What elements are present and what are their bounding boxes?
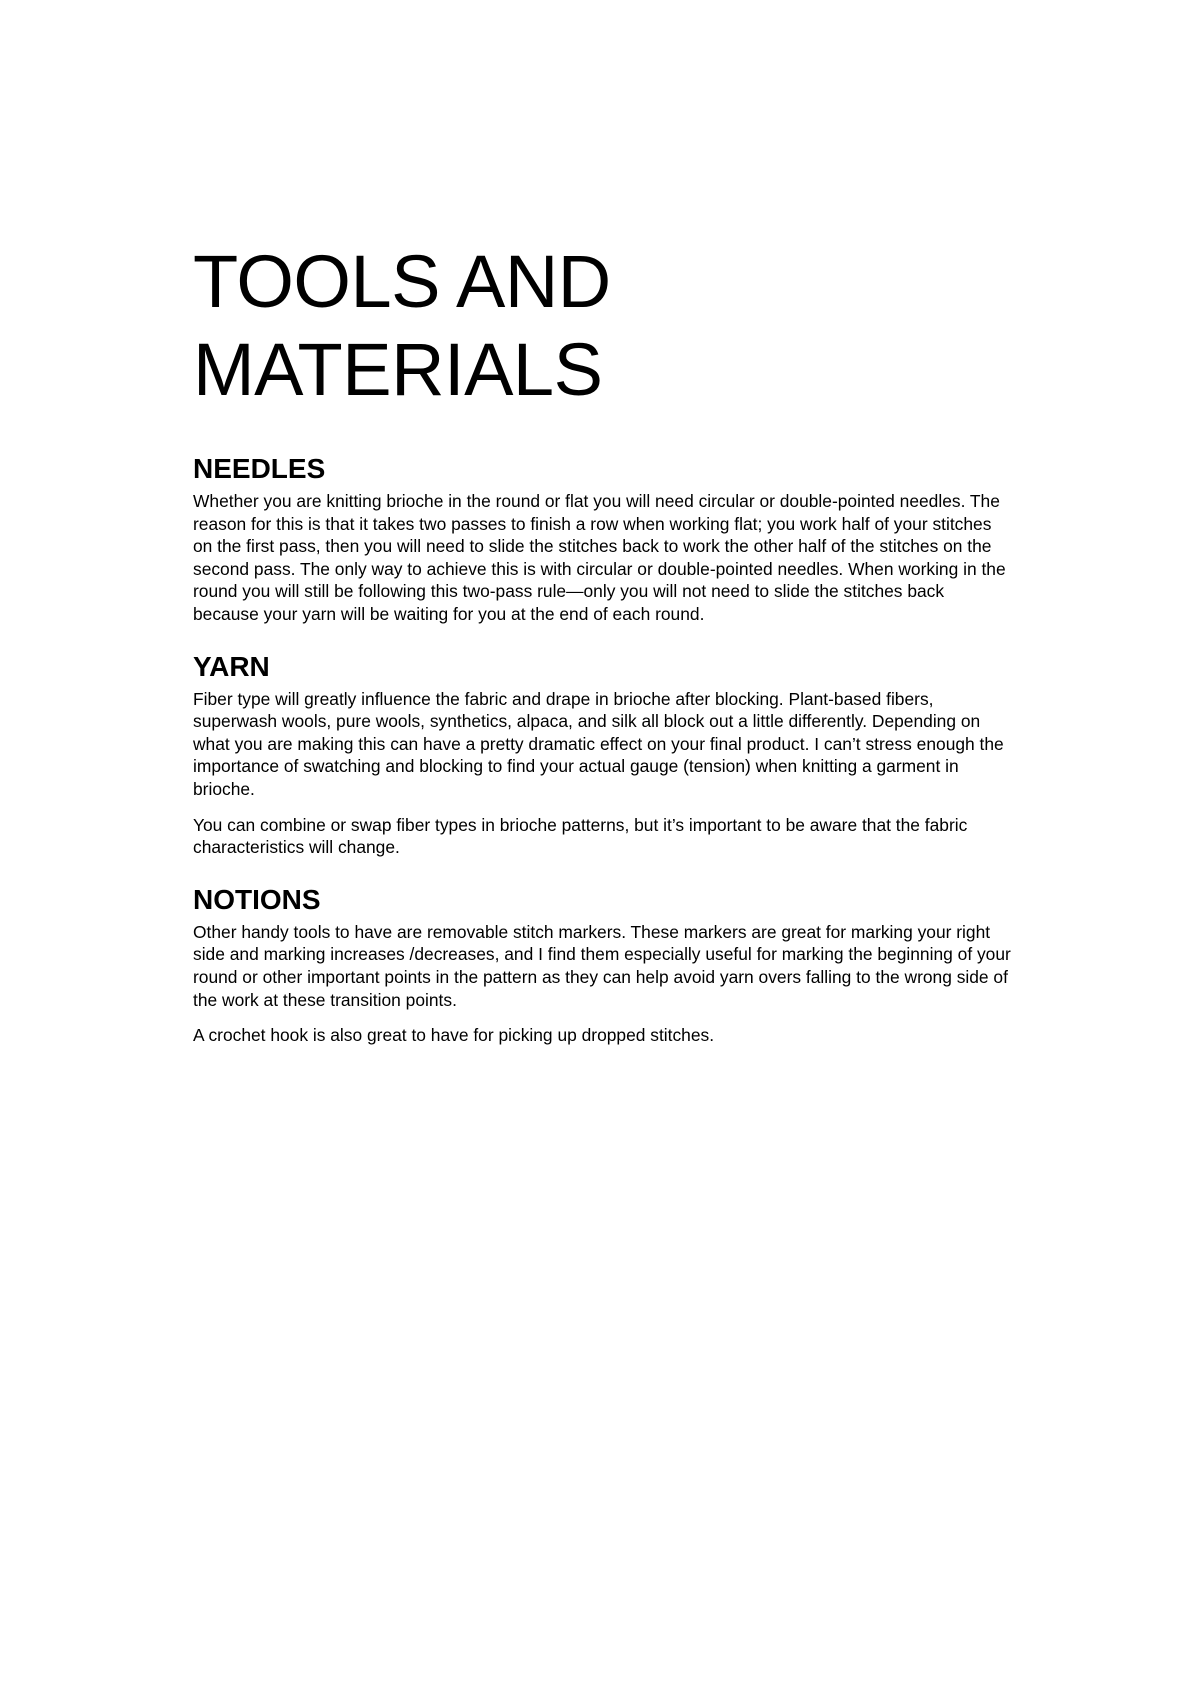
section-notions — [193, 883, 1013, 1047]
section-yarn — [193, 650, 1013, 859]
section-heading-notions: NOTIONS — [193, 883, 321, 915]
section-heading-yarn: YARN — [193, 650, 270, 682]
page-title-line-1: TOOLS AND — [193, 240, 611, 323]
document-page — [193, 238, 1013, 1071]
notions-paragraph-2: A crochet hook is also great to have for picking up dropped stitches. — [193, 1025, 715, 1046]
needles-paragraph-1: Whether you are knitting brioche in the round or flat you will need circular or double-pointed needles. The reason for this is that it takes two passes to finish a row when working flat; you work half of your stitches on the first pass, then you will need to slide the stitches back to work the other half of the stitches on the second pass. The only way to achieve this is with circular or double-pointed needles. When working in the round you will still be following this two-pass rule—only you will not need to slide the stitches back because your yarn will be waiting for you at the end of each round. — [193, 491, 1006, 624]
yarn-paragraph-2: You can combine or swap fiber types in brioche patterns, but it’s important to be aware that the fabric characteristics will change. — [193, 814, 968, 858]
notions-paragraph-1: Other handy tools to have are removable stitch markers. These markers are great for marking your right side and marking increases /decreases, and I find them especially useful for marking the beginning of your round or other important points in the pattern as they can help avoid yarn overs falling to the wrong side of the work at these transition points. — [193, 921, 1011, 1010]
yarn-paragraph-1: Fiber type will greatly influence the fabric and drape in brioche after blocking. Plant-based fibers, superwash wools, pure wools, synthetics, alpaca, and silk all block out a little differently. Depending on what you are making this can have a pretty dramatic effect on your final product. I can’t stress enough the importance of swatching and blocking to find your actual gauge (tension) when knitting a garment in brioche. — [193, 688, 1004, 799]
page-title-line-2: MATERIALS — [193, 328, 603, 411]
section-needles — [193, 452, 1013, 626]
section-heading-needles: NEEDLES — [193, 453, 326, 484]
page-title — [193, 238, 1013, 414]
